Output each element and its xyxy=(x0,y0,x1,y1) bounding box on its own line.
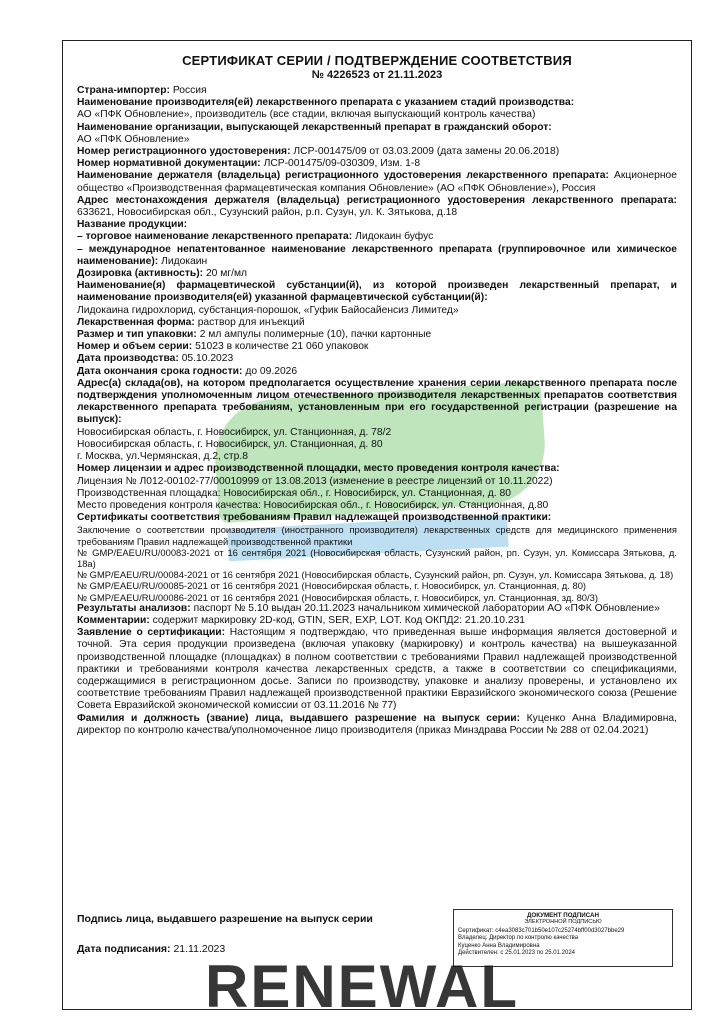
stamp-cert: Сертификат: c4ea3083c701b50e107c25274bff00d3027bbe29 xyxy=(458,927,625,934)
form-row xyxy=(77,317,677,329)
signature-label: Подпись лица, выдавшего разрешение на выпуск серии xyxy=(77,913,373,925)
reg-row xyxy=(77,146,677,158)
stamp-title: ДОКУМЕНТ ПОДПИСАН xyxy=(527,912,599,919)
date-value: 21.11.2023 xyxy=(173,943,226,955)
signing-date xyxy=(77,943,225,955)
gmp-item-1: № GMP/EAEU/RU/00083-2021 от 16 сентября 2021 (Новосибирская область, Сузунский район, рп. Сузун, ул. Комиссара Зятькова, д. 18а) xyxy=(77,546,677,569)
exp-value: до 09.2026 xyxy=(245,365,298,377)
license-line-1: Лицензия № Л012-00102-77/00010999 от 13.08.2013 (изменение в реестре лицензий от 10.11.2022) xyxy=(77,475,553,487)
norm-value: ЛСР-001475/09-030309, Изм. 1-8 xyxy=(263,158,421,170)
watermark-text: RENEWAL xyxy=(205,953,519,1020)
batch-row xyxy=(77,341,677,353)
results-label: Результаты анализов: xyxy=(77,602,191,614)
holder-label: Наименование держателя (владельца) регистрационного удостоверения лекарственного препарата: xyxy=(77,170,609,182)
batch-label: Номер и объем серии: xyxy=(77,341,193,353)
license-line-2: Производственная площадка: Новосибирская обл., г. Новосибирск, ул. Станционная, д. 80 xyxy=(77,487,511,499)
substance-value: Лидокаина гидрохлорид, субстанция-порошок, «Гуфик Байосайенсиз Лимитед» xyxy=(77,304,459,316)
holder-row xyxy=(77,170,677,194)
license-label: Номер лицензии и адрес производственной площадки, место проведения контроля качества: xyxy=(77,463,560,475)
warehouse-address-3: г. Москва, ул.Чермянская, д.2, стр.8 xyxy=(77,451,248,463)
releaser-value: АО «ПФК Обновление» xyxy=(77,133,190,145)
results-value: паспорт № 5.10 выдан 20.11.2023 начальником химической лаборатории АО «ПФК Обновление» xyxy=(193,602,660,614)
releaser-label: Наименование организации, выпускающей лекарственный препарат в гражданский оборот: xyxy=(77,121,552,133)
stamp-name: Куценко Анна Владимировна xyxy=(458,942,540,949)
inn-value: Лидокаин xyxy=(161,255,208,267)
stamp-subtitle: ЭЛЕКТРОННОЙ ПОДПИСЬЮ xyxy=(524,919,602,926)
gmp-item-2: № GMP/EAEU/RU/00084-2021 от 16 сентября 2021 (Новосибирская область, Сузунский район, рп. Сузун, ул. Комиссара Зятькова, д. 18) xyxy=(77,569,674,581)
prod-date-value: 05.10.2023 xyxy=(181,353,234,365)
inn-label: – международное непатентованное наименование лекарственного препарата (группировочное или химическое наименование): xyxy=(77,243,677,267)
person-value: Куценко Анна Владимировна, директор по контролю качества/уполномоченное лицо производителя (приказ Минздрава России № 288 от 02.04.2021) xyxy=(77,712,677,736)
warehouse-label: Адрес(а) склада(ов), на котором предполагается осуществление хранения серии лекарственного препарата после подтверждения уполномоченным лицом отечественного производителя лекарственных препаратов соответствия лекарственного препарата требованиям, установленным при его государственной регистрации (разрешение на выпуск): xyxy=(77,377,677,426)
country-row xyxy=(77,85,677,97)
prod-date-label: Дата производства: xyxy=(77,353,179,365)
norm-row xyxy=(77,158,677,170)
exp-row xyxy=(77,366,677,378)
manufacturer-value: АО «ПФК Обновление», производитель (все стадии, включая выпускающий контроль качества) xyxy=(77,109,536,121)
holder-addr-label: Адрес местонахождения держателя (владельца) регистрационного удостоверения лекарственного препарата: xyxy=(77,194,677,206)
gmp-label: Сертификаты соответствия требованиям Правил надлежащей производственной практики: xyxy=(77,512,552,524)
certificate-page xyxy=(62,40,692,1010)
manufacturer-label: Наименование производителя(ей) лекарственного препарата с указанием стадий производства: xyxy=(77,97,575,109)
date-label: Дата подписания: xyxy=(77,943,171,955)
substance-label: Наименование(я) фармацевтической субстанции(й), из которой произведен лекарственный препарат, и наименование производителя(ей) указанной фармацевтической субстанции(й): xyxy=(77,280,677,304)
gmp-item-3: № GMP/EAEU/RU/00085-2021 от 16 сентября 2021 (Новосибирская область, г. Новосибирск, ул. Станционная, д. 80) xyxy=(77,580,587,592)
results-row xyxy=(77,603,677,615)
gmp-intro: Заключение о соответствии производителя (иностранного производителя) лекарственных средств для медицинского применения требованиям Правил надлежащей производственной практики xyxy=(77,524,677,547)
pack-value: 2 мл ампулы полимерные (10), пачки картонные xyxy=(199,329,432,341)
norm-label: Номер нормативной документации: xyxy=(77,158,261,170)
holder-addr-value: 633621, Новосибирская обл., Сузунский район, р.п. Сузун, ул. К. Зятькова, д.18 xyxy=(77,207,458,219)
trade-label: – торговое наименование лекарственного препарата: xyxy=(77,231,353,243)
gmp-item-4: № GMP/EAEU/RU/00086-2021 от 16 сентября 2021 (Новосибирская область, г. Новосибирск, ул. Станционная, зд. 80/3) xyxy=(77,591,598,603)
product-label: Название продукции: xyxy=(77,219,188,231)
batch-value: 51023 в количестве 21 060 упаковок xyxy=(195,341,369,353)
form-value: раствор для инъекций xyxy=(197,316,305,328)
holder-addr-row xyxy=(77,195,677,219)
person-row xyxy=(77,713,677,737)
holder-value: Акционерное общество «Производственная фармацевтическая компания Обновление» (АО «ПФК Обновление»), Россия xyxy=(77,170,677,194)
trade-row xyxy=(77,231,677,243)
statement-label: Заявление о сертификации: xyxy=(77,627,226,639)
comments-label: Комментарии: xyxy=(77,614,150,626)
reg-value: ЛСР-001475/09 от 03.03.2009 (дата замены 20.06.2018) xyxy=(293,146,560,158)
certificate-body xyxy=(77,53,677,737)
reg-label: Номер регистрационного удостоверения: xyxy=(77,146,291,158)
page-title: СЕРТИФИКАТ СЕРИИ / ПОДТВЕРЖДЕНИЕ СООТВЕТСТВИЯ xyxy=(182,53,572,68)
pack-label: Размер и тип упаковки: xyxy=(77,329,197,341)
dose-row xyxy=(77,268,677,280)
prod-date-row xyxy=(77,353,677,365)
statement-row xyxy=(77,627,677,712)
comments-value: содержит маркировку 2D-код, GTIN, SER, EXP, LOT. Код ОКПД2: 21.20.10.231 xyxy=(152,614,526,626)
inn-row xyxy=(77,244,677,268)
exp-label: Дата окончания срока годности: xyxy=(77,365,243,377)
license-line-3: Место проведения контроля качества: Новосибирская обл., г. Новосибирск, ул. Станционная, д.80 xyxy=(77,499,549,511)
certificate-number: № 4226523 от 21.11.2023 xyxy=(311,69,443,81)
dose-value: 20 мг/мл xyxy=(205,268,248,280)
warehouse-address-1: Новосибирская область, г. Новосибирск, ул. Станционная, д. 78/2 xyxy=(77,426,392,438)
country-label: Страна-импортер: xyxy=(77,85,170,96)
dose-label: Дозировка (активность): xyxy=(77,268,204,280)
stamp-owner: Владелец: Директор по контролю качества xyxy=(458,935,579,942)
trade-value: Лидокаин буфус xyxy=(355,231,434,243)
form-label: Лекарственная форма: xyxy=(77,316,195,328)
pack-row xyxy=(77,329,677,341)
country-value: Россия xyxy=(172,85,207,96)
statement-value: Настоящим я подтверждаю, что приведенная выше информация является достоверной и точной. Эта серия продукции произведена (включая упаковку (маркировку) и контроль качества) на вышеуказанной производственной площадке (площадках) в полном соответствии с требованиями Правил надлежащей производственной практики и требованиями контроля качества лекарственных средств, а также в соответствии со спецификациями, содержащимися в регистрационном досье. Записи по производству, упаковке и анализу проверены, и установлено их соответствие требованиям Правил надлежащей производственной практики Евразийского экономического союза (Решение Совета Евразийской экономической комиссии от 03.11.2016 № 77) xyxy=(77,627,677,712)
comments-row xyxy=(77,615,677,627)
person-label: Фамилия и должность (звание) лица, выдавшего разрешение на выпуск серии: xyxy=(77,712,521,724)
warehouse-address-2: Новосибирская область, г. Новосибирск, ул. Станционная, д. 80 xyxy=(77,438,383,450)
stamp-valid: Действителен: с 25.01.2023 по 25.01.2024 xyxy=(458,950,575,957)
